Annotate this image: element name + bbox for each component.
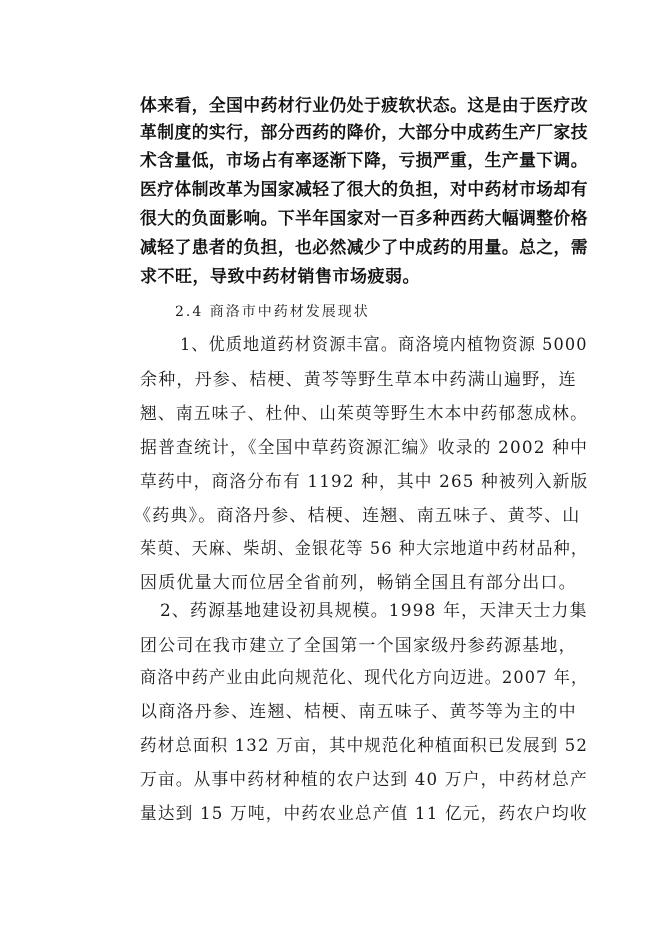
text-line: 体来看，全国中药材行业仍处于疲软状态。这是由于医疗改 [140, 96, 588, 116]
text-line: 医疗体制改革为国家减轻了很大的负担，对中药材市场却有 [140, 180, 588, 200]
text-line: 量达到 15 万吨，中药农业总产值 11 亿元，药农户均收 [140, 804, 588, 824]
text-line: 药材总面积 132 万亩，其中规范化种植面积已发展到 52 [140, 736, 589, 756]
text-line: 求不旺，导致中药材销售市场疲弱。 [140, 267, 420, 287]
text-line: 草药中，商洛分布有 1192 种，其中 265 种被列入新版 [140, 472, 589, 492]
text-line: 茱萸、天麻、柴胡、金银花等 56 种大宗地道中药材品种， [140, 539, 589, 559]
text-line: 因质优量大而位居全省前列，畅销全国且有部分出口。 [140, 573, 577, 593]
text-line: 术含量低，市场占有率逐渐下降，亏损严重，生产量下调。 [140, 151, 588, 171]
text-line: 商洛中药产业由此向规范化、现代化方向迈进。2007 年， [140, 668, 589, 688]
text-line: 2、药源基地建设初具规模。1998 年，天津天士力集 [160, 601, 588, 621]
text-line: 团公司在我市建立了全国第一个国家级丹参药源基地， [140, 636, 577, 656]
section-heading: 2.4 商洛市中药材发展现状 [175, 304, 370, 320]
text-line: 《药典》。商洛丹参、桔梗、连翘、南五味子、黄芩、山 [134, 506, 581, 526]
text-line: 革制度的实行，部分西药的降价，大部分中成药生产厂家技 [140, 123, 588, 143]
text-line: 减轻了患者的负担，也必然减少了中成药的用量。总之，需 [140, 238, 588, 258]
text-line: 以商洛丹参、连翘、桔梗、南五味子、黄芩等为主的中 [140, 702, 577, 722]
text-line: 很大的负面影响。下半年国家对一百多种西药大幅调整价格 [140, 209, 588, 229]
text-line: 据普查统计，《全国中草药资源汇编》收录的 2002 种中 [140, 438, 589, 458]
text-line: 翘、南五味子、杜仲、山茱萸等野生木本中药郁葱成林。 [140, 404, 588, 424]
text-line: 万亩。从事中药材种植的农户达到 40 万户，中药材总产 [140, 770, 588, 790]
text-line: 1、优质地道药材资源丰富。商洛境内植物资源 5000 [180, 335, 588, 355]
text-line: 余种，丹参、桔梗、黄芩等野生草本中药满山遍野，连 [140, 370, 577, 390]
